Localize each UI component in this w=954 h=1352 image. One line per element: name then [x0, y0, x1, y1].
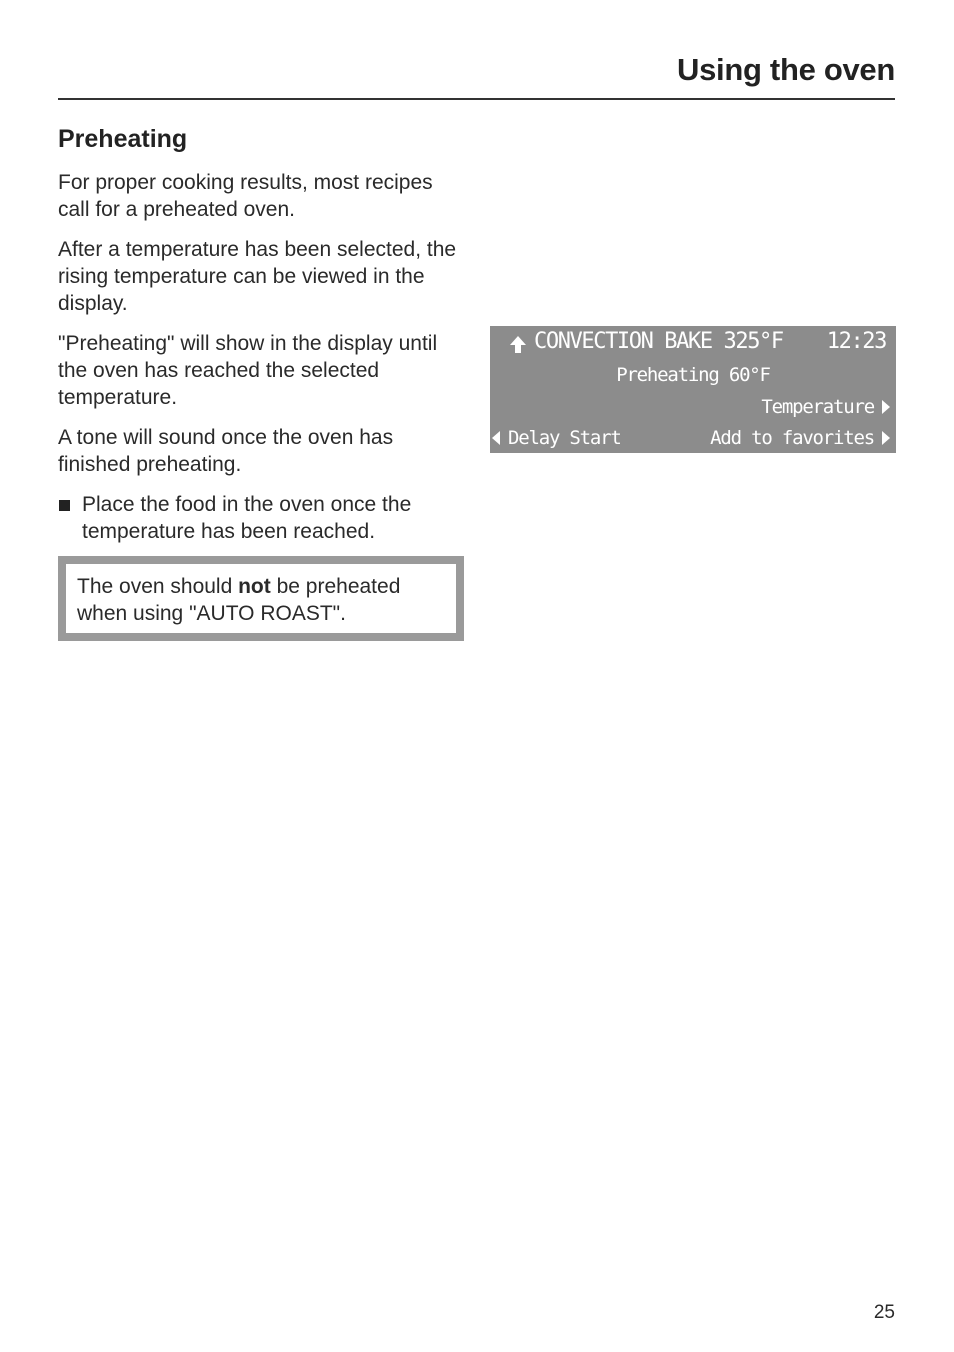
- up-arrow-icon[interactable]: [509, 335, 527, 354]
- paragraph: A tone will sound once the oven has finished preheating.: [58, 426, 394, 476]
- arrow-right-icon: [882, 431, 890, 445]
- instruction-bullet: [58, 491, 466, 545]
- page-number: 25: [873, 1302, 895, 1323]
- add-to-favorites-softkey[interactable]: [710, 425, 890, 451]
- note-box: [58, 556, 464, 641]
- body-text: [58, 169, 466, 558]
- arrow-left-icon: [492, 431, 500, 445]
- paragraph: After a temperature has been selected, the rising temperature can be viewed in the display.: [58, 238, 457, 315]
- paragraph: "Preheating" will show in the display until the oven has reached the selected temperature.: [58, 332, 438, 409]
- display-softkey-row: [490, 392, 896, 424]
- display-header-row: [490, 326, 896, 358]
- bullet-text: Place the food in the oven once the temperature has been reached.: [82, 493, 412, 543]
- chapter-title: Using the oven: [677, 52, 895, 87]
- delay-start-label: Delay Start: [508, 427, 621, 449]
- square-bullet-icon: [59, 500, 70, 511]
- arrow-right-icon: [882, 400, 890, 414]
- display-softkey-row: [490, 423, 896, 455]
- note-emphasis: not: [238, 575, 271, 598]
- cooking-mode-label: CONVECTION BAKE 325°F: [534, 329, 783, 354]
- paragraph: For proper cooking results, most recipes call for a preheated oven.: [58, 171, 433, 221]
- oven-display: [490, 326, 896, 453]
- add-to-favorites-label: Add to favorites: [710, 427, 874, 449]
- note-text-end: be preheated when using "AUTO ROAST".: [77, 575, 401, 625]
- preheating-status: Preheating 60°F: [616, 364, 770, 386]
- page-header: [58, 50, 895, 100]
- temperature-softkey-label: Temperature: [761, 396, 874, 418]
- delay-start-softkey[interactable]: [492, 425, 621, 451]
- temperature-softkey[interactable]: [761, 394, 890, 420]
- clock-time: 12:23: [826, 329, 886, 354]
- display-status-row: [490, 360, 896, 392]
- note-text-start: The oven should: [77, 575, 239, 598]
- section-heading: Preheating: [58, 125, 188, 153]
- note-text: [66, 564, 456, 633]
